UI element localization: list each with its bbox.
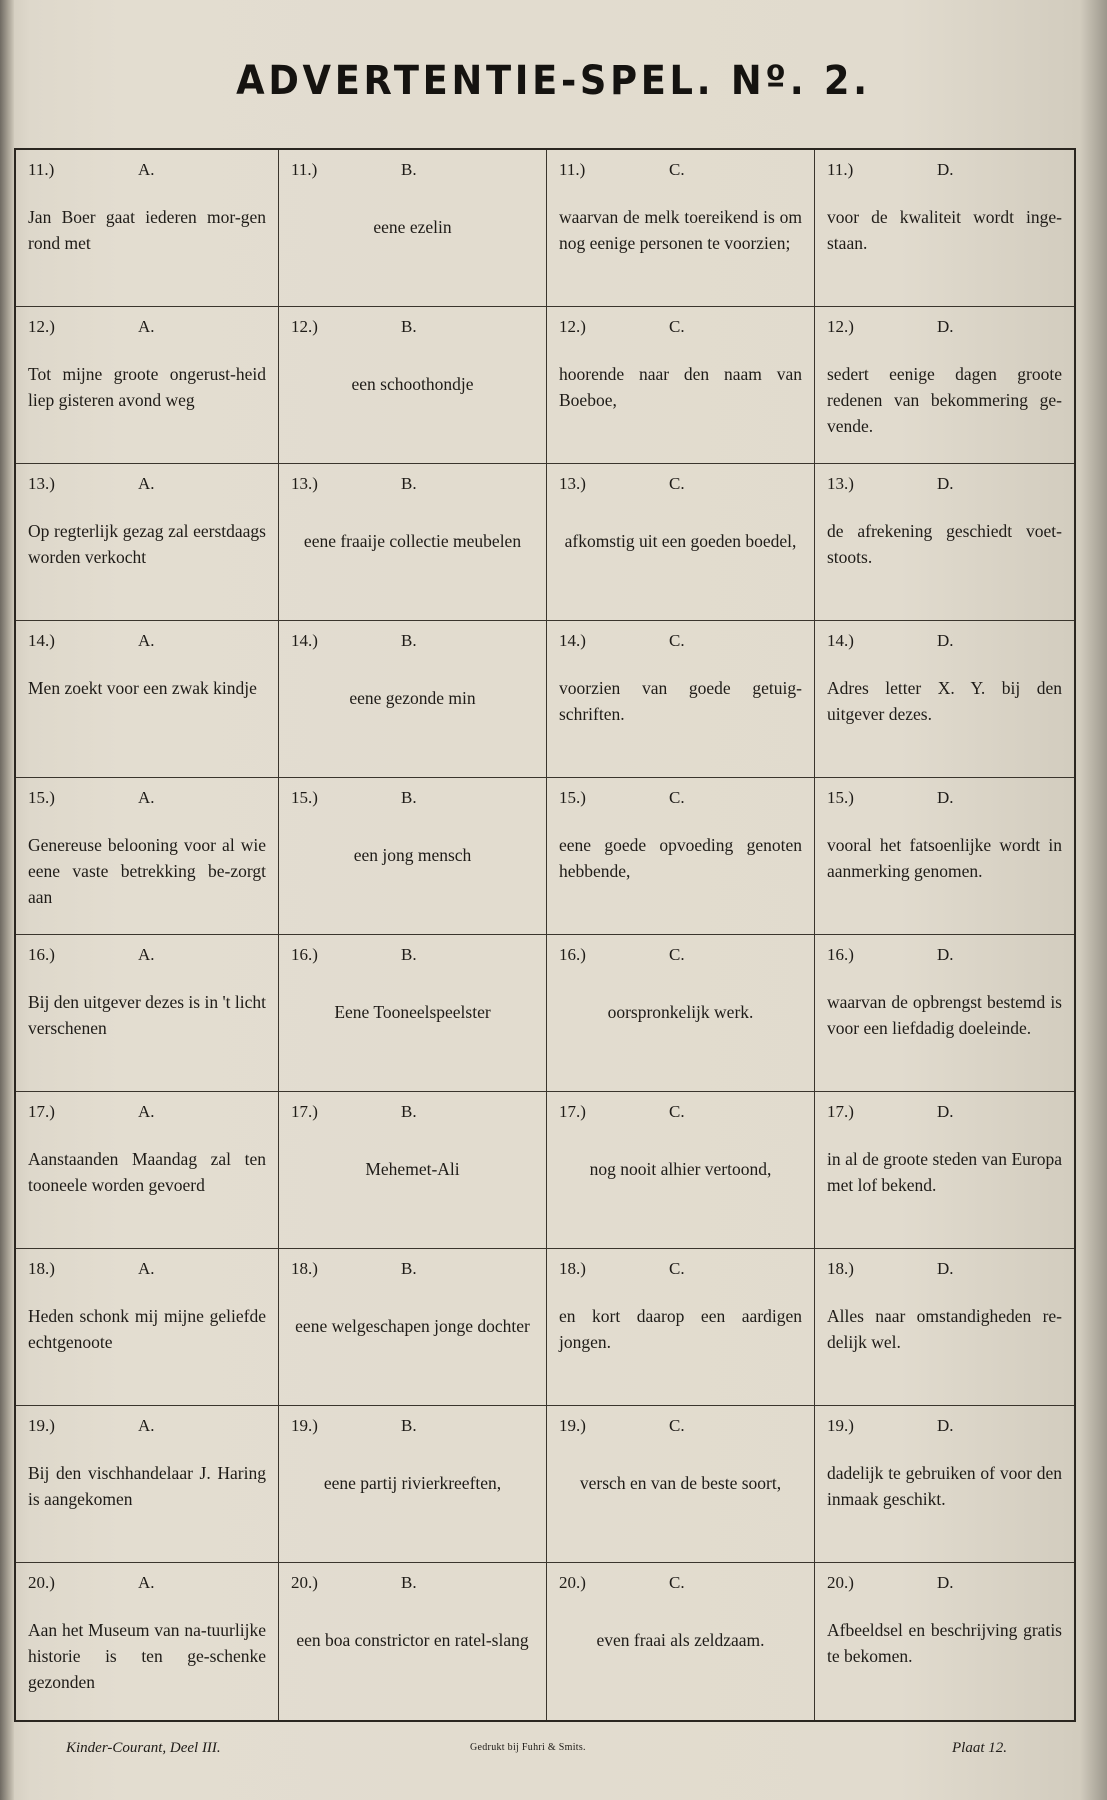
- column-letter: C.: [669, 631, 685, 650]
- ad-text: eene partij rivierkreeften,: [323, 1473, 502, 1493]
- row-number: 15.): [827, 788, 854, 807]
- page-title: ADVERTENTIE-SPEL. Nº. 2.: [236, 58, 871, 104]
- ad-text: Heden schonk mij mijne geliefde echtgenoote: [28, 1306, 266, 1352]
- row-number: 14.): [291, 631, 318, 650]
- ad-cell: [279, 1249, 547, 1406]
- cell-header: [291, 474, 534, 500]
- column-letter: D.: [937, 160, 954, 179]
- row-number: 16.): [291, 945, 318, 964]
- ad-cell: [547, 464, 815, 621]
- cell-header: [559, 1102, 802, 1128]
- row-number: 20.): [291, 1573, 318, 1592]
- row-number: 20.): [827, 1573, 854, 1592]
- ad-text: hoorende naar den naam van Boeboe,: [559, 364, 802, 410]
- row-number: 17.): [28, 1102, 55, 1121]
- ad-text: Afbeeldsel en beschrijving gratis te bekomen.: [827, 1620, 1062, 1666]
- cell-header: [827, 1102, 1062, 1128]
- book-spine: [0, 0, 14, 1800]
- column-letter: B.: [401, 788, 417, 807]
- column-letter: C.: [669, 317, 685, 336]
- ad-cell: [16, 150, 279, 307]
- ad-text: afkomstig uit een goeden boedel,: [564, 531, 797, 551]
- cell-header: [291, 788, 534, 814]
- column-letter: C.: [669, 1259, 685, 1278]
- cell-header: [559, 945, 802, 971]
- ad-cell: [547, 935, 815, 1092]
- ad-cell: [547, 1092, 815, 1249]
- column-letter: D.: [937, 945, 954, 964]
- ad-cell: [16, 464, 279, 621]
- row-number: 17.): [559, 1102, 586, 1121]
- cell-header: [291, 1416, 534, 1442]
- row-number: 19.): [28, 1416, 55, 1435]
- cell-header: [291, 1102, 534, 1128]
- cell-header: [28, 945, 266, 971]
- row-number: 12.): [28, 317, 55, 336]
- ad-text: waarvan de melk toereikend is om nog eenige personen te voorzien;: [559, 207, 802, 253]
- column-letter: A.: [138, 945, 155, 964]
- row-number: 12.): [827, 317, 854, 336]
- ad-text: eene goede opvoeding genoten hebbende,: [559, 835, 802, 881]
- cell-header: [827, 474, 1062, 500]
- ad-cell: [547, 1249, 815, 1406]
- ad-cell: [279, 1406, 547, 1563]
- column-letter: D.: [937, 1416, 954, 1435]
- cell-header: [28, 1259, 266, 1285]
- column-letter: A.: [138, 1573, 155, 1592]
- row-number: 13.): [559, 474, 586, 493]
- column-letter: D.: [937, 317, 954, 336]
- cell-header: [28, 1416, 266, 1442]
- ad-cell: [815, 307, 1074, 464]
- column-letter: C.: [669, 474, 685, 493]
- column-letter: D.: [937, 631, 954, 650]
- row-number: 18.): [827, 1259, 854, 1278]
- cell-header: [559, 474, 802, 500]
- cell-header: [291, 160, 534, 186]
- ad-cell: [16, 1406, 279, 1563]
- column-letter: A.: [138, 631, 155, 650]
- ad-cell: [547, 1406, 815, 1563]
- column-letter: A.: [138, 160, 155, 179]
- ad-cell: [547, 307, 815, 464]
- ad-text: Eene Tooneelspeelster: [334, 1002, 491, 1022]
- row-number: 19.): [827, 1416, 854, 1435]
- ad-text: en kort daarop een aardigen jongen.: [559, 1306, 802, 1352]
- ad-text: Genereuse belooning voor al wie eene vaste betrekking be-zorgt aan: [28, 835, 266, 907]
- ad-cell: [279, 307, 547, 464]
- row-number: 12.): [291, 317, 318, 336]
- ad-cell: [279, 1563, 547, 1720]
- ad-cell: [815, 150, 1074, 307]
- cell-header: [28, 631, 266, 657]
- advertisement-grid: [14, 148, 1076, 1722]
- ad-text: eene ezelin: [373, 217, 452, 237]
- cell-header: [827, 1573, 1062, 1599]
- ad-cell: [815, 935, 1074, 1092]
- ad-cell: [16, 778, 279, 935]
- cell-header: [827, 788, 1062, 814]
- cell-header: [291, 1573, 534, 1599]
- row-number: 17.): [291, 1102, 318, 1121]
- cell-header: [559, 1416, 802, 1442]
- ad-text: Men zoekt voor een zwak kindje: [28, 678, 257, 698]
- cell-header: [28, 160, 266, 186]
- row-number: 16.): [559, 945, 586, 964]
- ad-text: voor de kwaliteit wordt inge-staan.: [827, 207, 1062, 253]
- column-letter: D.: [937, 788, 954, 807]
- ad-cell: [815, 1406, 1074, 1563]
- ad-cell: [815, 464, 1074, 621]
- column-letter: B.: [401, 1259, 417, 1278]
- row-number: 20.): [28, 1573, 55, 1592]
- ad-text: voorzien van goede getuig-schriften.: [559, 678, 802, 724]
- column-letter: B.: [401, 631, 417, 650]
- ad-cell: [547, 1563, 815, 1720]
- cell-header: [827, 1259, 1062, 1285]
- ad-cell: [815, 621, 1074, 778]
- ad-cell: [16, 935, 279, 1092]
- row-number: 11.): [827, 160, 854, 179]
- footer-publication: Kinder-Courant, Deel III.: [66, 1740, 221, 1756]
- column-letter: B.: [401, 945, 417, 964]
- ad-text: Mehemet-Ali: [365, 1159, 460, 1179]
- ad-cell: [815, 1563, 1074, 1720]
- column-letter: A.: [138, 317, 155, 336]
- ad-text: sedert eenige dagen groote redenen van bekommering ge-vende.: [827, 364, 1062, 436]
- column-letter: A.: [138, 1259, 155, 1278]
- row-number: 19.): [559, 1416, 586, 1435]
- row-number: 13.): [291, 474, 318, 493]
- ad-text: een jong mensch: [353, 845, 472, 865]
- ad-text: Jan Boer gaat iederen mor-gen rond met: [28, 207, 266, 253]
- row-number: 17.): [827, 1102, 854, 1121]
- cell-header: [28, 317, 266, 343]
- column-letter: B.: [401, 1416, 417, 1435]
- row-number: 14.): [827, 631, 854, 650]
- column-letter: B.: [401, 317, 417, 336]
- ad-text: eene gezonde min: [349, 688, 476, 708]
- column-letter: C.: [669, 1102, 685, 1121]
- footer-printer: Gedrukt bij Fuhri & Smits.: [470, 1742, 586, 1753]
- cell-header: [827, 631, 1062, 657]
- ad-text: Aan het Museum van na-tuurlijke historie is ten ge-schenke gezonden: [28, 1620, 266, 1692]
- row-number: 13.): [827, 474, 854, 493]
- cell-header: [827, 1416, 1062, 1442]
- ad-cell: [547, 621, 815, 778]
- ad-cell: [815, 1092, 1074, 1249]
- ad-text: waarvan de opbrengst bestemd is voor een liefdadig doeleinde.: [827, 992, 1062, 1038]
- cell-header: [827, 317, 1062, 343]
- ad-text: een boa constrictor en ratel-slang: [296, 1630, 529, 1650]
- column-letter: C.: [669, 788, 685, 807]
- ad-cell: [547, 778, 815, 935]
- row-number: 15.): [291, 788, 318, 807]
- ad-text: Alles naar omstandigheden re-delijk wel.: [827, 1306, 1062, 1352]
- column-letter: C.: [669, 1416, 685, 1435]
- ad-cell: [279, 464, 547, 621]
- ad-cell: [547, 150, 815, 307]
- ad-cell: [279, 778, 547, 935]
- row-number: 14.): [559, 631, 586, 650]
- row-number: 11.): [28, 160, 55, 179]
- row-number: 16.): [28, 945, 55, 964]
- cell-header: [559, 317, 802, 343]
- cell-header: [28, 1102, 266, 1128]
- ad-text: Bij den vischhandelaar J. Haring is aangekomen: [28, 1463, 266, 1509]
- cell-header: [559, 788, 802, 814]
- ad-cell: [16, 1249, 279, 1406]
- row-number: 19.): [291, 1416, 318, 1435]
- ad-cell: [279, 621, 547, 778]
- cell-header: [559, 1573, 802, 1599]
- ad-text: de afrekening geschiedt voet-stoots.: [827, 521, 1062, 567]
- cell-header: [559, 631, 802, 657]
- ad-text: dadelijk te gebruiken of voor den inmaak geschikt.: [827, 1463, 1062, 1509]
- cell-header: [28, 1573, 266, 1599]
- row-number: 14.): [28, 631, 55, 650]
- row-number: 18.): [291, 1259, 318, 1278]
- column-letter: A.: [138, 1416, 155, 1435]
- ad-text: Tot mijne groote ongerust-heid liep gisteren avond weg: [28, 364, 266, 410]
- ad-text: Adres letter X. Y. bij den uitgever dezes.: [827, 678, 1062, 724]
- column-letter: C.: [669, 945, 685, 964]
- column-letter: B.: [401, 160, 417, 179]
- cell-header: [291, 945, 534, 971]
- column-letter: A.: [138, 474, 155, 493]
- column-letter: B.: [401, 1102, 417, 1121]
- cell-header: [28, 788, 266, 814]
- row-number: 16.): [827, 945, 854, 964]
- ad-text: nog nooit alhier vertoond,: [589, 1159, 772, 1179]
- cell-header: [559, 160, 802, 186]
- cell-header: [827, 160, 1062, 186]
- ad-text: oorspronkelijk werk.: [607, 1002, 754, 1022]
- ad-cell: [16, 1092, 279, 1249]
- cell-header: [291, 1259, 534, 1285]
- ad-cell: [16, 307, 279, 464]
- ad-text: Bij den uitgever dezes is in 't licht verschenen: [28, 992, 266, 1038]
- column-letter: D.: [937, 1102, 954, 1121]
- column-letter: C.: [669, 1573, 685, 1592]
- cell-header: [827, 945, 1062, 971]
- ad-text: een schoothondje: [351, 374, 474, 394]
- column-letter: A.: [138, 788, 155, 807]
- ad-cell: [815, 1249, 1074, 1406]
- ad-text: eene fraaije collectie meubelen: [303, 531, 522, 551]
- column-letter: B.: [401, 1573, 417, 1592]
- ad-text: Op regterlijk gezag zal eerstdaags worden verkocht: [28, 521, 266, 567]
- cell-header: [291, 317, 534, 343]
- ad-cell: [279, 935, 547, 1092]
- ad-text: even fraai als zeldzaam.: [596, 1630, 765, 1650]
- ad-cell: [279, 150, 547, 307]
- footer-plate-number: Plaat 12.: [952, 1740, 1007, 1756]
- ad-cell: [16, 621, 279, 778]
- page-footer: [0, 1740, 1107, 1770]
- column-letter: D.: [937, 1573, 954, 1592]
- cell-header: [559, 1259, 802, 1285]
- row-number: 11.): [291, 160, 318, 179]
- cell-header: [28, 474, 266, 500]
- column-letter: D.: [937, 474, 954, 493]
- column-letter: A.: [138, 1102, 155, 1121]
- row-number: 18.): [28, 1259, 55, 1278]
- ad-text: in al de groote steden van Europa met lof bekend.: [827, 1149, 1062, 1195]
- ad-text: eene welgeschapen jonge dochter: [295, 1316, 530, 1336]
- row-number: 12.): [559, 317, 586, 336]
- row-number: 11.): [559, 160, 586, 179]
- column-letter: B.: [401, 474, 417, 493]
- row-number: 18.): [559, 1259, 586, 1278]
- ad-cell: [279, 1092, 547, 1249]
- row-number: 13.): [28, 474, 55, 493]
- ad-text: vooral het fatsoenlijke wordt in aanmerking genomen.: [827, 835, 1062, 881]
- ad-text: Aanstaanden Maandag zal ten tooneele worden gevoerd: [28, 1149, 266, 1195]
- row-number: 15.): [28, 788, 55, 807]
- row-number: 20.): [559, 1573, 586, 1592]
- column-letter: D.: [937, 1259, 954, 1278]
- ad-cell: [16, 1563, 279, 1720]
- ad-cell: [815, 778, 1074, 935]
- cell-header: [291, 631, 534, 657]
- column-letter: C.: [669, 160, 685, 179]
- ad-text: versch en van de beste soort,: [579, 1473, 782, 1493]
- row-number: 15.): [559, 788, 586, 807]
